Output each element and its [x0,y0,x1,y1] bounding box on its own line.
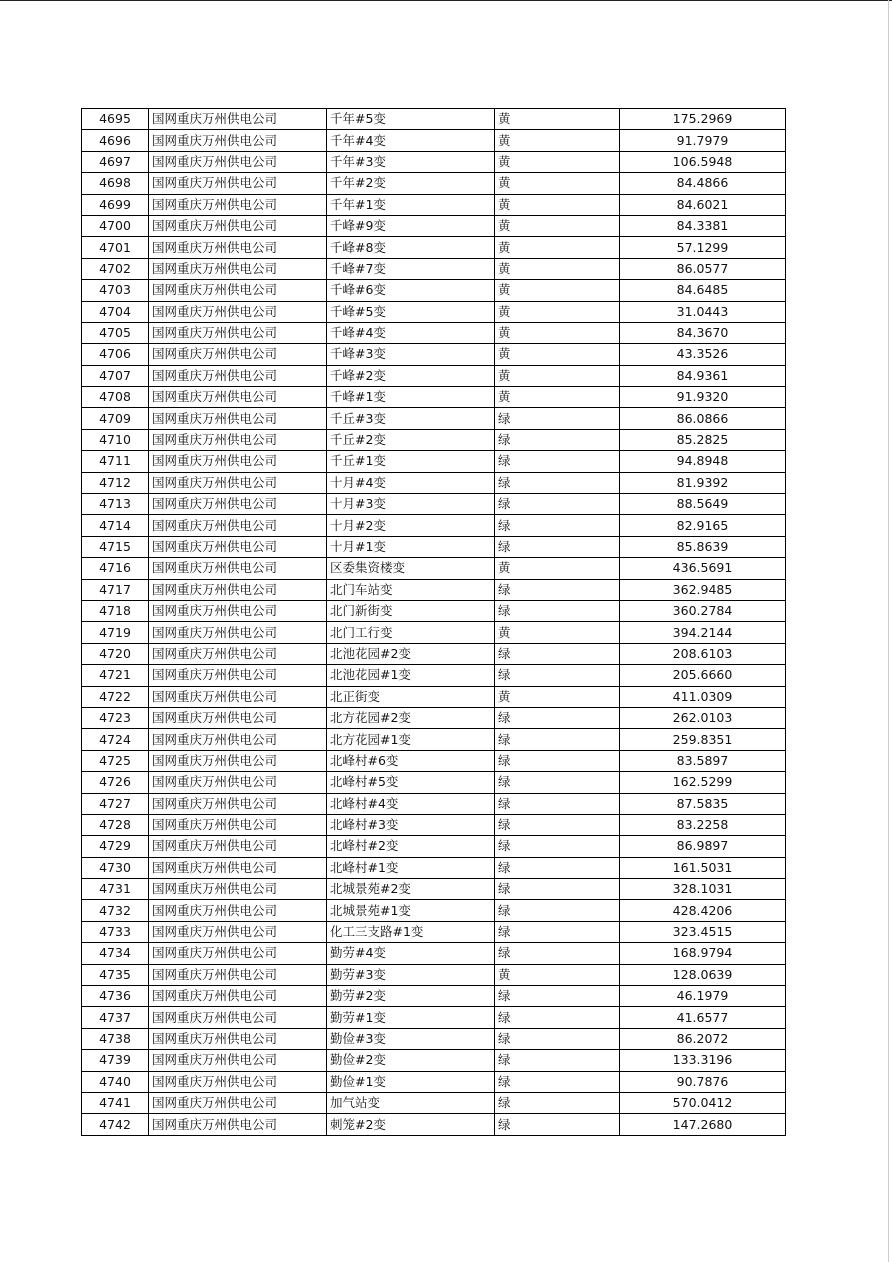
company-cell: 国网重庆万州供电公司 [149,600,327,621]
row-id-cell: 4732 [82,900,149,921]
station-cell: 北池花园#1变 [327,665,495,686]
company-cell: 国网重庆万州供电公司 [149,900,327,921]
row-id-cell: 4734 [82,943,149,964]
status-cell: 黄 [495,964,620,985]
station-cell: 千峰#4变 [327,322,495,343]
row-id-cell: 4704 [82,301,149,322]
row-id-cell: 4699 [82,194,149,215]
row-id-cell: 4695 [82,109,149,130]
status-cell: 绿 [495,879,620,900]
company-cell: 国网重庆万州供电公司 [149,1028,327,1049]
station-cell: 千峰#6变 [327,280,495,301]
value-cell: 362.9485 [620,579,786,600]
station-cell: 北峰村#6变 [327,750,495,771]
table-row [82,280,786,301]
status-cell: 绿 [495,1028,620,1049]
status-cell: 绿 [495,729,620,750]
station-cell: 北峰村#5变 [327,772,495,793]
station-cell: 十月#4变 [327,472,495,493]
table-row [82,643,786,664]
row-id-cell: 4705 [82,322,149,343]
status-cell: 绿 [495,429,620,450]
row-id-cell: 4735 [82,964,149,985]
status-cell: 绿 [495,814,620,835]
row-id-cell: 4714 [82,515,149,536]
status-cell: 绿 [495,643,620,664]
row-id-cell: 4702 [82,258,149,279]
station-cell: 千峰#7变 [327,258,495,279]
company-cell: 国网重庆万州供电公司 [149,344,327,365]
company-cell: 国网重庆万州供电公司 [149,408,327,429]
company-cell: 国网重庆万州供电公司 [149,215,327,236]
station-cell: 北门新街变 [327,600,495,621]
station-cell: 千年#5变 [327,109,495,130]
status-cell: 绿 [495,943,620,964]
row-id-cell: 4728 [82,814,149,835]
status-cell: 绿 [495,900,620,921]
table-row [82,237,786,258]
value-cell: 87.5835 [620,793,786,814]
company-cell: 国网重庆万州供电公司 [149,686,327,707]
station-cell: 化工三支路#1变 [327,921,495,942]
table-row [82,1092,786,1113]
status-cell: 绿 [495,921,620,942]
company-cell: 国网重庆万州供电公司 [149,173,327,194]
status-cell: 绿 [495,750,620,771]
status-cell: 绿 [495,536,620,557]
status-cell: 绿 [495,1071,620,1092]
table-row [82,986,786,1007]
value-cell: 328.1031 [620,879,786,900]
company-cell: 国网重庆万州供电公司 [149,429,327,450]
table-row [82,579,786,600]
station-cell: 千峰#3变 [327,344,495,365]
value-cell: 84.4866 [620,173,786,194]
row-id-cell: 4742 [82,1114,149,1135]
value-cell: 147.2680 [620,1114,786,1135]
table-row [82,900,786,921]
value-cell: 91.7979 [620,130,786,151]
company-cell: 国网重庆万州供电公司 [149,579,327,600]
value-cell: 436.5691 [620,558,786,579]
station-cell: 北峰村#3变 [327,814,495,835]
company-cell: 国网重庆万州供电公司 [149,515,327,536]
company-cell: 国网重庆万州供电公司 [149,1071,327,1092]
row-id-cell: 4708 [82,387,149,408]
table-row [82,879,786,900]
value-cell: 411.0309 [620,686,786,707]
table-row [82,536,786,557]
table-row [82,836,786,857]
station-cell: 北正街变 [327,686,495,707]
row-id-cell: 4722 [82,686,149,707]
company-cell: 国网重庆万州供电公司 [149,472,327,493]
value-cell: 83.2258 [620,814,786,835]
row-id-cell: 4696 [82,130,149,151]
row-id-cell: 4698 [82,173,149,194]
row-id-cell: 4711 [82,451,149,472]
station-cell: 十月#1变 [327,536,495,557]
value-cell: 84.6021 [620,194,786,215]
value-cell: 94.8948 [620,451,786,472]
value-cell: 570.0412 [620,1092,786,1113]
company-cell: 国网重庆万州供电公司 [149,643,327,664]
station-cell: 勤劳#1变 [327,1007,495,1028]
station-cell: 千峰#1变 [327,387,495,408]
status-cell: 黄 [495,558,620,579]
company-cell: 国网重庆万州供电公司 [149,793,327,814]
row-id-cell: 4710 [82,429,149,450]
station-cell: 加气站变 [327,1092,495,1113]
row-id-cell: 4700 [82,215,149,236]
status-cell: 黄 [495,365,620,386]
station-cell: 勤劳#2变 [327,986,495,1007]
table-row [82,686,786,707]
row-id-cell: 4707 [82,365,149,386]
value-cell: 83.5897 [620,750,786,771]
value-cell: 428.4206 [620,900,786,921]
status-cell: 黄 [495,237,620,258]
value-cell: 41.6577 [620,1007,786,1028]
value-cell: 81.9392 [620,472,786,493]
table-row [82,707,786,728]
station-cell: 勤俭#2变 [327,1050,495,1071]
table-row [82,558,786,579]
status-cell: 绿 [495,515,620,536]
value-cell: 86.2072 [620,1028,786,1049]
table-row [82,194,786,215]
value-cell: 85.2825 [620,429,786,450]
value-cell: 43.3526 [620,344,786,365]
table-row [82,258,786,279]
status-cell: 绿 [495,1114,620,1135]
table-row [82,365,786,386]
value-cell: 360.2784 [620,600,786,621]
table-row [82,322,786,343]
company-cell: 国网重庆万州供电公司 [149,986,327,1007]
row-id-cell: 4730 [82,857,149,878]
station-cell: 十月#3变 [327,494,495,515]
station-cell: 千丘#1变 [327,451,495,472]
table-row [82,793,786,814]
table-body [82,109,786,1136]
value-cell: 262.0103 [620,707,786,728]
status-cell: 绿 [495,772,620,793]
table-row [82,814,786,835]
company-cell: 国网重庆万州供电公司 [149,814,327,835]
station-cell: 千年#4变 [327,130,495,151]
status-cell: 黄 [495,344,620,365]
row-id-cell: 4738 [82,1028,149,1049]
row-id-cell: 4726 [82,772,149,793]
row-id-cell: 4716 [82,558,149,579]
value-cell: 161.5031 [620,857,786,878]
station-cell: 北门车站变 [327,579,495,600]
status-cell: 黄 [495,151,620,172]
table-row [82,387,786,408]
row-id-cell: 4736 [82,986,149,1007]
station-cell: 千丘#2变 [327,429,495,450]
station-cell: 北门工行变 [327,622,495,643]
value-cell: 133.3196 [620,1050,786,1071]
station-cell: 北峰村#1变 [327,857,495,878]
company-cell: 国网重庆万州供电公司 [149,772,327,793]
company-cell: 国网重庆万州供电公司 [149,109,327,130]
station-cell: 北方花园#1变 [327,729,495,750]
value-cell: 84.9361 [620,365,786,386]
row-id-cell: 4720 [82,643,149,664]
value-cell: 175.2969 [620,109,786,130]
station-cell: 勤劳#3变 [327,964,495,985]
table-row [82,515,786,536]
value-cell: 31.0443 [620,301,786,322]
row-id-cell: 4697 [82,151,149,172]
status-cell: 绿 [495,600,620,621]
status-cell: 黄 [495,109,620,130]
status-cell: 绿 [495,707,620,728]
status-cell: 黄 [495,215,620,236]
value-cell: 86.9897 [620,836,786,857]
station-cell: 北城景苑#1变 [327,900,495,921]
value-cell: 168.9794 [620,943,786,964]
value-cell: 106.5948 [620,151,786,172]
table-row [82,1007,786,1028]
table-row [82,665,786,686]
status-cell: 绿 [495,1007,620,1028]
table-row [82,857,786,878]
value-cell: 82.9165 [620,515,786,536]
company-cell: 国网重庆万州供电公司 [149,1050,327,1071]
value-cell: 259.8351 [620,729,786,750]
table-row [82,772,786,793]
value-cell: 85.8639 [620,536,786,557]
status-cell: 绿 [495,986,620,1007]
value-cell: 57.1299 [620,237,786,258]
company-cell: 国网重庆万州供电公司 [149,622,327,643]
row-id-cell: 4718 [82,600,149,621]
status-cell: 黄 [495,258,620,279]
table-row [82,1028,786,1049]
status-cell: 黄 [495,130,620,151]
table-row [82,729,786,750]
row-id-cell: 4717 [82,579,149,600]
value-cell: 86.0577 [620,258,786,279]
table-row [82,1071,786,1092]
table-row [82,472,786,493]
status-cell: 绿 [495,665,620,686]
status-cell: 绿 [495,494,620,515]
company-cell: 国网重庆万州供电公司 [149,729,327,750]
status-cell: 黄 [495,173,620,194]
table-row [82,344,786,365]
station-cell: 北峰村#2变 [327,836,495,857]
value-cell: 162.5299 [620,772,786,793]
value-cell: 128.0639 [620,964,786,985]
value-cell: 84.6485 [620,280,786,301]
company-cell: 国网重庆万州供电公司 [149,836,327,857]
table-row [82,451,786,472]
row-id-cell: 4709 [82,408,149,429]
company-cell: 国网重庆万州供电公司 [149,558,327,579]
table-row [82,1114,786,1135]
company-cell: 国网重庆万州供电公司 [149,964,327,985]
row-id-cell: 4724 [82,729,149,750]
company-cell: 国网重庆万州供电公司 [149,707,327,728]
station-cell: 千峰#2变 [327,365,495,386]
status-cell: 黄 [495,194,620,215]
company-cell: 国网重庆万州供电公司 [149,280,327,301]
table-row [82,408,786,429]
station-cell: 勤劳#4变 [327,943,495,964]
status-cell: 绿 [495,836,620,857]
company-cell: 国网重庆万州供电公司 [149,879,327,900]
row-id-cell: 4729 [82,836,149,857]
status-cell: 黄 [495,301,620,322]
value-cell: 84.3670 [620,322,786,343]
station-cell: 勤俭#3变 [327,1028,495,1049]
company-cell: 国网重庆万州供电公司 [149,387,327,408]
company-cell: 国网重庆万州供电公司 [149,665,327,686]
row-id-cell: 4701 [82,237,149,258]
value-cell: 90.7876 [620,1071,786,1092]
page-right-edge [888,0,889,1262]
company-cell: 国网重庆万州供电公司 [149,237,327,258]
value-cell: 84.3381 [620,215,786,236]
status-cell: 绿 [495,1092,620,1113]
table-row [82,943,786,964]
row-id-cell: 4725 [82,750,149,771]
company-cell: 国网重庆万州供电公司 [149,921,327,942]
status-cell: 绿 [495,451,620,472]
table-row [82,130,786,151]
table-row [82,494,786,515]
row-id-cell: 4719 [82,622,149,643]
station-cell: 北池花园#2变 [327,643,495,664]
company-cell: 国网重庆万州供电公司 [149,857,327,878]
station-cell: 千年#3变 [327,151,495,172]
row-id-cell: 4703 [82,280,149,301]
company-cell: 国网重庆万州供电公司 [149,151,327,172]
station-cell: 勤俭#1变 [327,1071,495,1092]
row-id-cell: 4723 [82,707,149,728]
table-row [82,151,786,172]
company-cell: 国网重庆万州供电公司 [149,1007,327,1028]
status-cell: 绿 [495,408,620,429]
station-cell: 千峰#5变 [327,301,495,322]
value-cell: 208.6103 [620,643,786,664]
table-row [82,301,786,322]
company-cell: 国网重庆万州供电公司 [149,451,327,472]
value-cell: 46.1979 [620,986,786,1007]
row-id-cell: 4713 [82,494,149,515]
station-cell: 千峰#9变 [327,215,495,236]
status-cell: 绿 [495,472,620,493]
station-cell: 千峰#8变 [327,237,495,258]
station-cell: 北方花园#2变 [327,707,495,728]
station-cell: 千年#2变 [327,173,495,194]
row-id-cell: 4712 [82,472,149,493]
company-cell: 国网重庆万州供电公司 [149,365,327,386]
station-cell: 区委集资楼变 [327,558,495,579]
row-id-cell: 4733 [82,921,149,942]
row-id-cell: 4737 [82,1007,149,1028]
status-cell: 绿 [495,1050,620,1071]
station-cell: 刺笼#2变 [327,1114,495,1135]
data-table [81,108,786,1136]
status-cell: 黄 [495,387,620,408]
station-cell: 北城景苑#2变 [327,879,495,900]
company-cell: 国网重庆万州供电公司 [149,494,327,515]
table-row [82,750,786,771]
company-cell: 国网重庆万州供电公司 [149,1114,327,1135]
row-id-cell: 4740 [82,1071,149,1092]
company-cell: 国网重庆万州供电公司 [149,536,327,557]
company-cell: 国网重庆万州供电公司 [149,943,327,964]
company-cell: 国网重庆万州供电公司 [149,1092,327,1113]
table-row [82,173,786,194]
table-row [82,600,786,621]
row-id-cell: 4706 [82,344,149,365]
status-cell: 黄 [495,322,620,343]
status-cell: 绿 [495,857,620,878]
row-id-cell: 4727 [82,793,149,814]
table-row [82,215,786,236]
table-row [82,964,786,985]
value-cell: 394.2144 [620,622,786,643]
table-row [82,1050,786,1071]
value-cell: 205.6660 [620,665,786,686]
station-cell: 千年#1变 [327,194,495,215]
value-cell: 88.5649 [620,494,786,515]
value-cell: 86.0866 [620,408,786,429]
company-cell: 国网重庆万州供电公司 [149,750,327,771]
company-cell: 国网重庆万州供电公司 [149,322,327,343]
row-id-cell: 4741 [82,1092,149,1113]
row-id-cell: 4721 [82,665,149,686]
company-cell: 国网重庆万州供电公司 [149,258,327,279]
company-cell: 国网重庆万州供电公司 [149,194,327,215]
station-cell: 北峰村#4变 [327,793,495,814]
table-row [82,429,786,450]
row-id-cell: 4739 [82,1050,149,1071]
status-cell: 黄 [495,622,620,643]
station-cell: 十月#2变 [327,515,495,536]
status-cell: 黄 [495,280,620,301]
table-row [82,622,786,643]
status-cell: 绿 [495,793,620,814]
table-row [82,921,786,942]
status-cell: 绿 [495,579,620,600]
company-cell: 国网重庆万州供电公司 [149,130,327,151]
value-cell: 91.9320 [620,387,786,408]
row-id-cell: 4731 [82,879,149,900]
company-cell: 国网重庆万州供电公司 [149,301,327,322]
page-top-border [0,0,892,1]
table-row [82,109,786,130]
row-id-cell: 4715 [82,536,149,557]
station-cell: 千丘#3变 [327,408,495,429]
value-cell: 323.4515 [620,921,786,942]
status-cell: 黄 [495,686,620,707]
